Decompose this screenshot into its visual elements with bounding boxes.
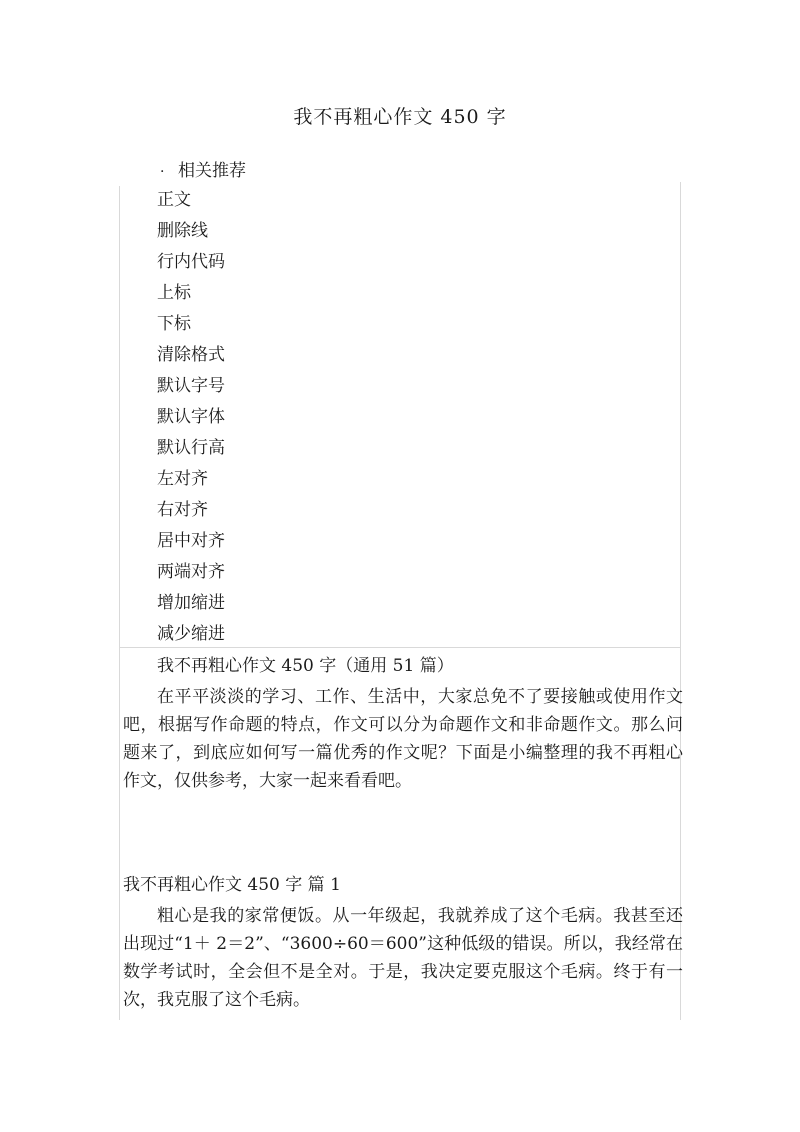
menu-item-default-font[interactable]: 默认字体 [157, 407, 225, 427]
bullet-icon: · [160, 164, 165, 180]
menu-item-justify[interactable]: 两端对齐 [157, 562, 225, 582]
menu-item-default-font-size[interactable]: 默认字号 [157, 376, 225, 396]
menu-item-inline-code[interactable]: 行内代码 [157, 252, 225, 272]
menu-item-decrease-indent[interactable]: 减少缩进 [157, 624, 225, 644]
menu-item-increase-indent[interactable]: 增加缩进 [157, 593, 225, 613]
menu-item-align-right[interactable]: 右对齐 [157, 500, 208, 520]
format-menu-list [157, 186, 225, 651]
menu-item-clear-format[interactable]: 清除格式 [157, 345, 225, 365]
menu-item-strikethrough[interactable]: 删除线 [157, 221, 208, 241]
intro-paragraph: 在平平淡淡的学习、工作、生活中，大家总免不了要接触或使用作文吧，根据写作命题的特点，作文可以分为命题作文和非命题作文。那么问题来了，到底应如何写一篇优秀的作文呢？下面是小编整理的我不再粗心作文，仅供参考，大家一起来看看吧。 [123, 687, 683, 791]
menu-item-superscript[interactable]: 上标 [157, 283, 191, 303]
article-subtitle: 我不再粗心作文 450 字（通用 51 篇） [157, 656, 454, 676]
related-recommendations-label: 相关推荐 [178, 161, 246, 181]
content-frame-right-border [680, 182, 681, 1020]
related-recommendations-header[interactable] [160, 160, 246, 183]
document-title: 我不再粗心作文 450 字 [293, 106, 507, 128]
menu-item-align-center[interactable]: 居中对齐 [157, 531, 225, 551]
menu-item-align-left[interactable]: 左对齐 [157, 469, 208, 489]
section-heading: 我不再粗心作文 450 字 篇 1 [123, 875, 341, 895]
menu-item-body-text[interactable]: 正文 [157, 190, 191, 210]
menu-item-default-line-height[interactable]: 默认行高 [157, 438, 225, 458]
content-frame-left-border [119, 186, 120, 1020]
menu-item-subscript[interactable]: 下标 [157, 314, 191, 334]
section-paragraph: 粗心是我的家常便饭。从一年级起，我就养成了这个毛病。我甚至还出现过“1＋ 2＝2”、“3600÷60＝600”这种低级的错误。所以，我经常在数学考试时，全会但不是全对。于是，我决定要克服这个毛病。终于有一次，我克服了这个毛病。 [123, 906, 683, 1010]
